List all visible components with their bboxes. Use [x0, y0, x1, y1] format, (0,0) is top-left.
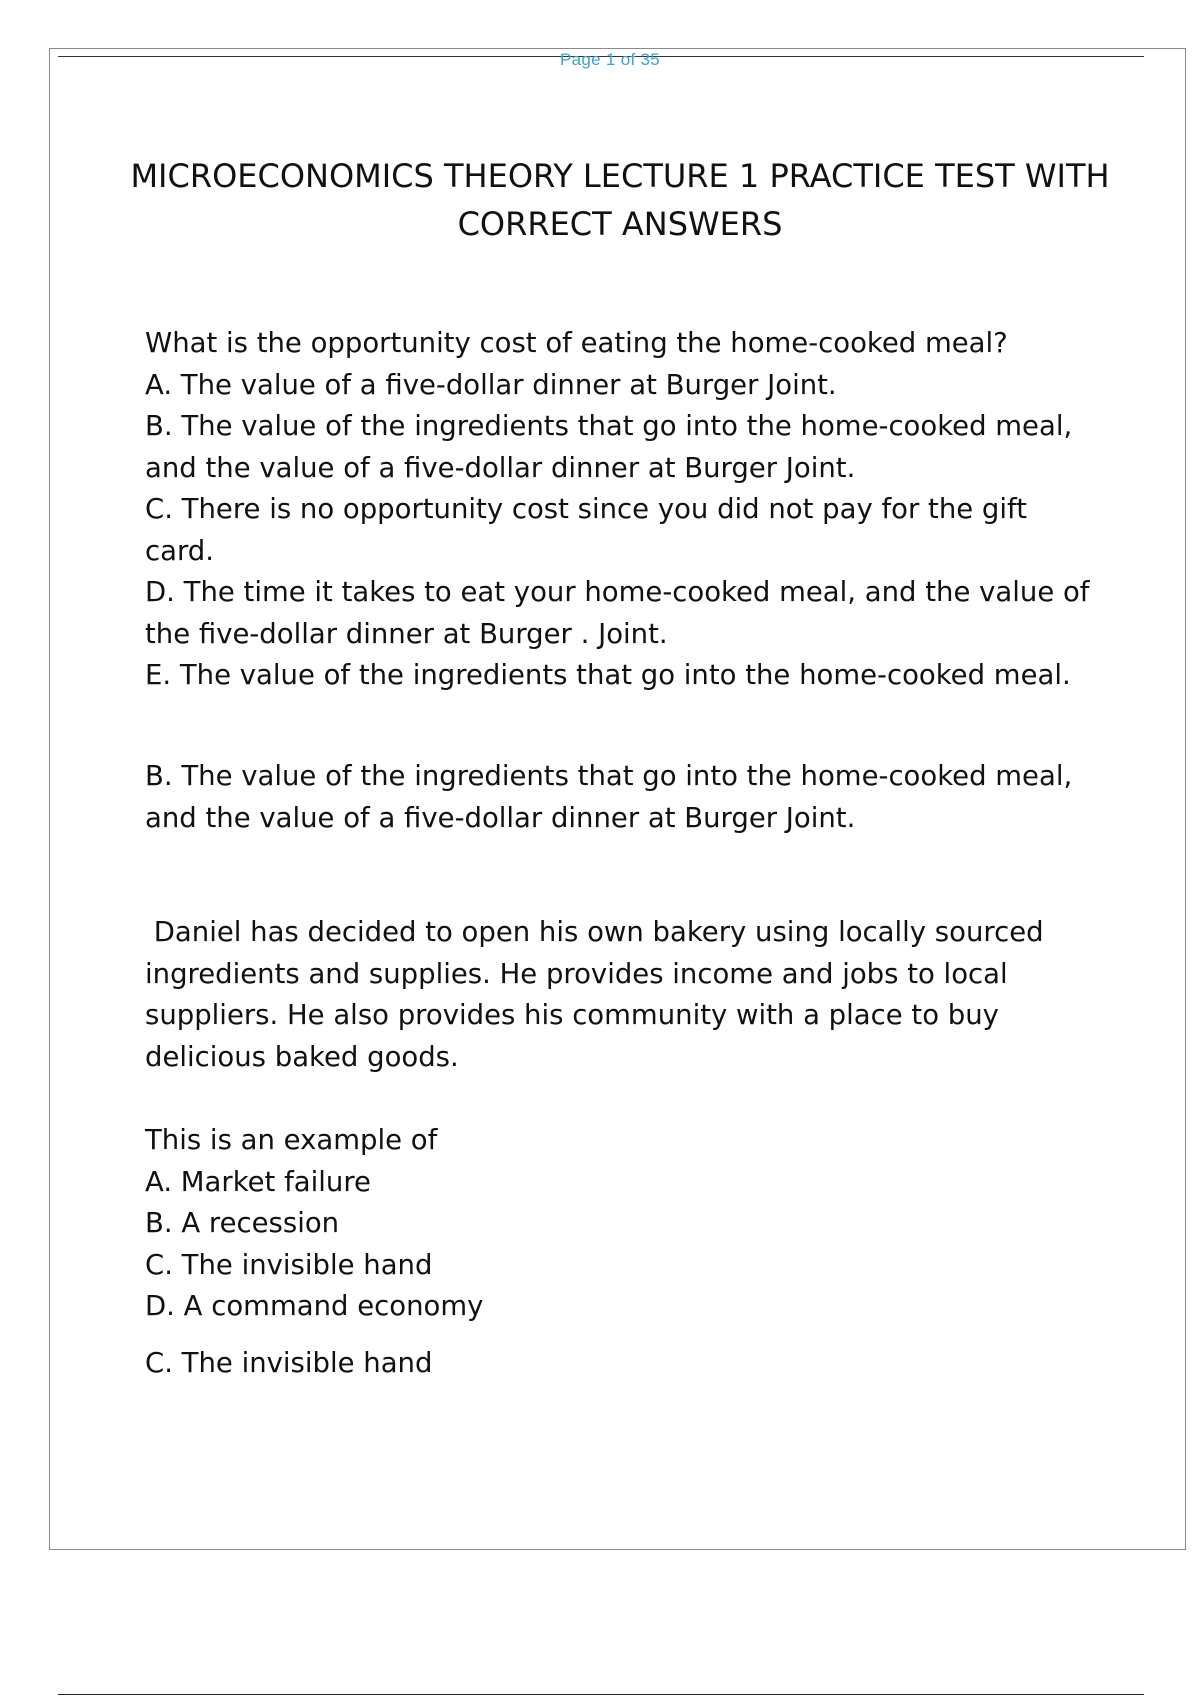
- footer-rule: [58, 1694, 1144, 1695]
- question-2-option-d: D. A command economy: [145, 1290, 484, 1322]
- question-1-option-c: C. There is no opportunity cost since you did not pay for the gift card.: [145, 493, 1027, 567]
- question-2-scenario-text: Daniel has decided to open his own bakery using locally sourced ingredients and supplies. He provides income and jobs to local suppliers. He also provides his community with a place to buy delicious baked goods.: [145, 916, 1053, 1073]
- question-1-prompt: What is the opportunity cost of eating the home-cooked meal?: [145, 327, 1008, 359]
- question-2-option-c: C. The invisible hand: [145, 1248, 433, 1281]
- question-1-option-b: B. The value of the ingredients that go into the home-cooked meal, and the value of a five-dollar dinner at Burger Joint.: [145, 410, 1073, 484]
- question-2-option-b: B. A recession: [145, 1207, 340, 1239]
- page-number: Page 1 of 35: [560, 50, 661, 69]
- question-2-option-a: A. Market failure: [145, 1165, 371, 1198]
- document-title: MICROECONOMICS THEORY LECTURE 1 PRACTICE TEST WITH CORRECT ANSWERS: [130, 157, 1110, 243]
- question-2-answer: [145, 1343, 1095, 1385]
- question-1-answer: [145, 756, 1095, 839]
- question-1-option-d: D. The time it takes to eat your home-cooked meal, and the value of the five-dollar dinner at Burger . Joint.: [145, 576, 1090, 650]
- question-2: [145, 1120, 1095, 1328]
- question-1: [145, 323, 1095, 697]
- question-1-option-e: E. The value of the ingredients that go into the home-cooked meal.: [145, 659, 1071, 691]
- question-1-answer-text: B. The value of the ingredients that go into the home-cooked meal, and the value of a five-dollar dinner at Burger Joint.: [145, 760, 1073, 834]
- question-1-option-a: A. The value of a five-dollar dinner at Burger Joint.: [145, 368, 837, 401]
- question-2-answer-text: C. The invisible hand: [145, 1347, 433, 1379]
- question-2-scenario: [145, 912, 1095, 1078]
- question-2-prompt: This is an example of: [145, 1124, 438, 1156]
